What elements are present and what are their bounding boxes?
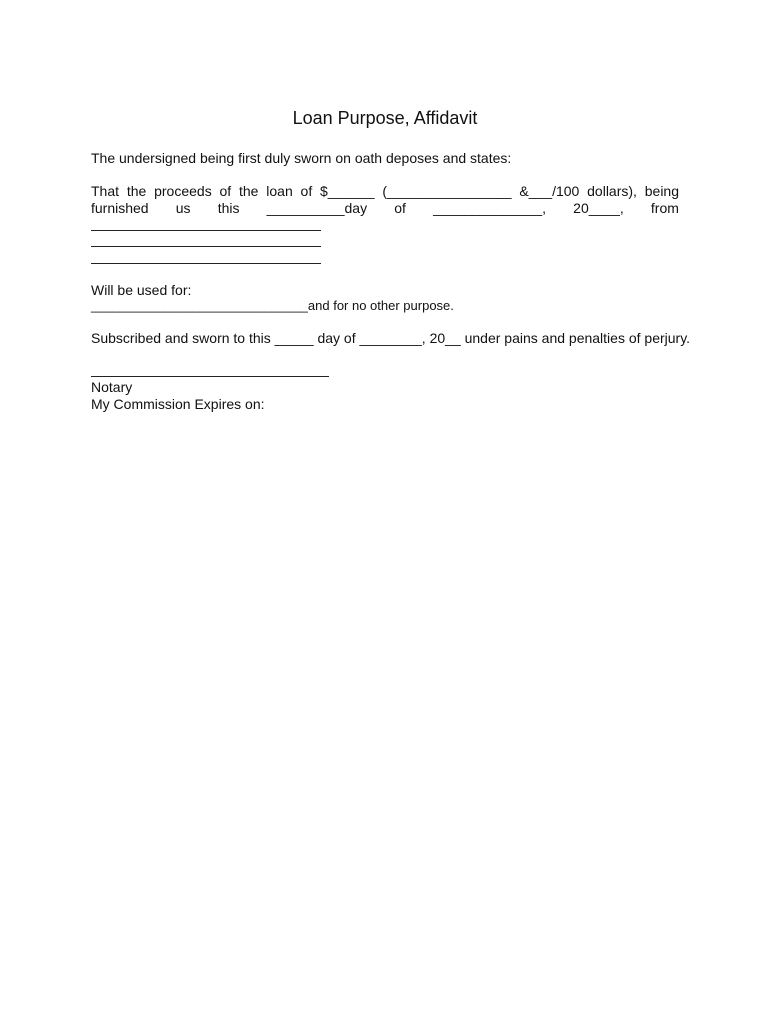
purpose-line: ______________________________and for no other purpose.: [91, 298, 454, 313]
subscribed-statement: Subscribed and sworn to this _____ day of ________, 20__ under pains and penalties of perjury.: [91, 330, 691, 346]
word-of: of: [394, 200, 406, 216]
notary-signature-line: [91, 376, 329, 377]
intro-statement: The undersigned being first duly sworn on oath deposes and states:: [91, 150, 512, 166]
proceeds-line-1: [91, 183, 679, 199]
notary-label: Notary: [91, 379, 133, 395]
from-blank-line-3: [91, 263, 321, 264]
document-title: Loan Purpose, Affidavit: [292, 108, 478, 128]
word-this: this: [217, 200, 240, 216]
year-blank: 20____,: [573, 200, 624, 216]
word-from: from: [650, 200, 679, 216]
word-furnished: furnished: [91, 200, 149, 216]
from-blank-line-2: [91, 246, 321, 247]
proceeds-line-1-text: That the proceeds of the loan of $______ (________________ &___/100 dollars), being: [91, 183, 679, 199]
from-blank-line-1: [91, 230, 321, 231]
word-us: us: [175, 200, 191, 216]
month-blank: ______________,: [433, 200, 546, 216]
will-be-used-label: Will be used for:: [91, 282, 192, 298]
proceeds-line-2: [91, 200, 679, 216]
day-blank: __________day: [266, 200, 368, 216]
commission-expires-label: My Commission Expires on:: [91, 396, 265, 412]
